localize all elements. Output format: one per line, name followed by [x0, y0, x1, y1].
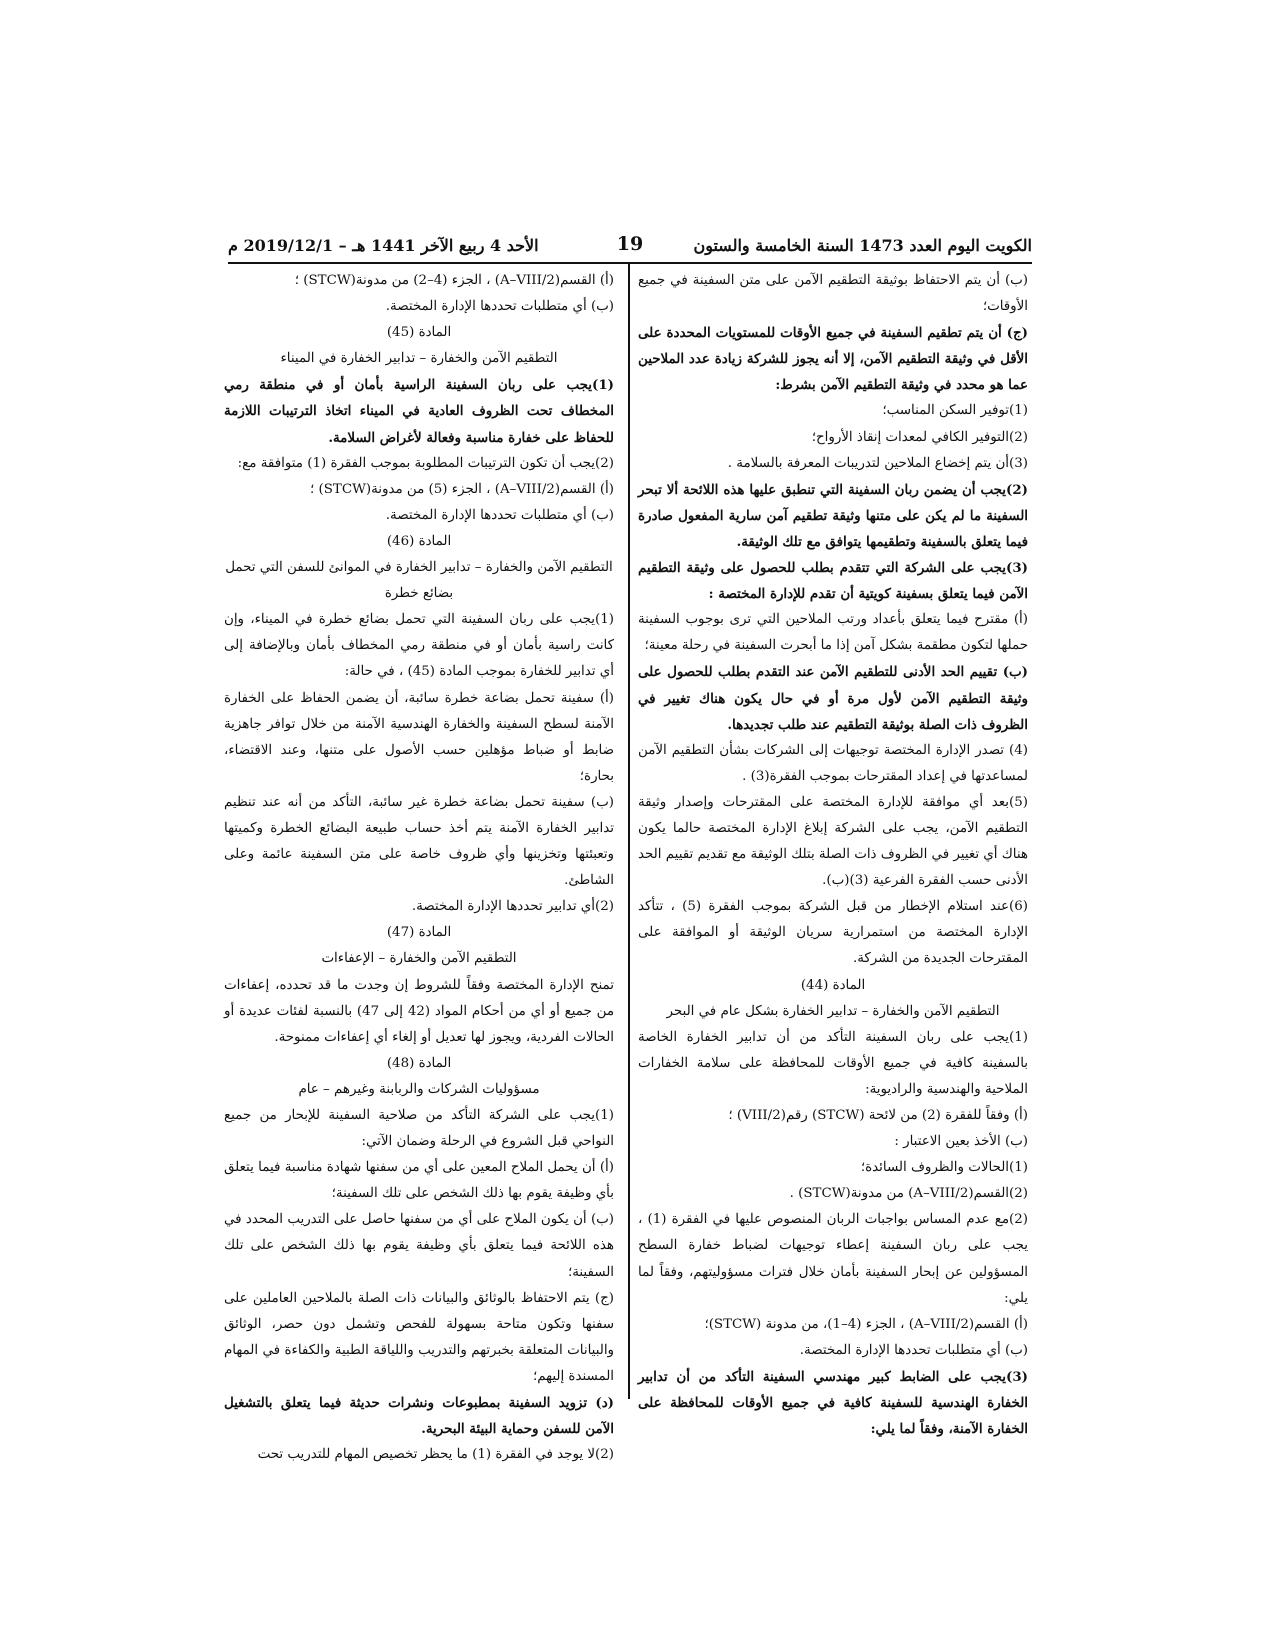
paragraph: (2)أي تدابير تحددها الإدارة المختصة.: [411, 899, 614, 915]
paragraph: (أ) مقترح فيما يتعلق بأعداد ورتب الملاحين التي ترى بوجوب السفينة حملها لتكون مطقمة بشكل آمن إذا ما أبحرت السفينة في رحلة معينة؛: [638, 612, 1028, 654]
paragraph: (أ) سفينة تحمل بضاعة خطرة سائبة، أن يضمن الحفاظ على الخفارة الآمنة لسطح السفينة والخفارة الهندسية الآمنة من خلال توافر جاهزية ضابط أو ضباط مؤهلين حسب الأصول على متنها، وعند الاقتضاء، بحارة؛: [224, 690, 614, 784]
article-heading: التطقيم الآمن والخفارة – الإعفاءات: [321, 951, 517, 967]
article-heading: مسؤوليات الشركات والربابنة وغيرهم – عام: [298, 1081, 540, 1097]
paragraph: (1)يجب على ربان السفينة التي تحمل بضائع خطرة في الميناء، وإن كانت راسية بأمان أو في منطقة رمي المخطاف بأمان وبالإضافة إلى أي تدابير للخفارة بموجب المادة (45) ، في حالة:: [224, 612, 614, 680]
header-issue-info: الكويت اليوم العدد 1473 السنة الخامسة والستون: [693, 236, 1032, 255]
paragraph: (3)يجب على الشركة التي تتقدم بطلب للحصول على وثيقة التطقيم الآمن فيما يتعلق بسفينة كويتية أن تقدم للإدارة المختصة :: [638, 560, 1028, 603]
paragraph: (د) تزويد السفينة بمطبوعات ونشرات حديثة فيما يتعلق بالتشغيل الآمن للسفن وحماية البيئة البحرية.: [224, 1395, 614, 1438]
paragraph: (1)توفير السكن المناسب؛: [882, 403, 1028, 419]
article-heading: التطقيم الآمن والخفارة – تدابير الخفارة في الموانئ للسفن التي تحمل بضائع خطرة: [225, 560, 613, 602]
paragraph: (2)يجب أن يضمن ربان السفينة التي تنطبق عليها هذه اللائحة ألا تبحر السفينة ما لم يكن على متنها وثيقة تطقيم آمن سارية المفعول صادرة فيما يتعلق بالسفينة وتطقيمها يتوافق مع تلك الوثيقة.: [638, 481, 1028, 550]
left-column: [224, 268, 614, 1468]
paragraph: (ب) تقييم الحد الأدنى للتطقيم الآمن عند التقدم بطلب للحصول على وثيقة التطقيم الآمن لأول مرة أو في حال يكون هناك تغيير في الظروف ذات الصلة بوثيقة التطقيم عند طلب تجديدها.: [638, 664, 1028, 733]
paragraph: تمنح الإدارة المختصة وفقاً للشروط إن وجدت ما قد تحدده، إعفاءات من جميع أو أي من أحكام المواد (42 إلى 47) بالنسبة لفئات عديدة أو الحالات الفردية، ويجوز لها تعديل أو إلغاء أي إعفاءات ممنوحة.: [224, 977, 615, 1045]
paragraph: (ب) أي متطلبات تحددها الإدارة المختصة.: [385, 299, 614, 315]
paragraph: (2)يجب أن تكون الترتيبات المطلوبة بموجب الفقرة (1) متوافقة مع:: [237, 455, 614, 471]
header-date: الأحد 4 ربيع الآخر 1441 هـ – 2019/12/1 م: [228, 236, 539, 255]
paragraph: (أ) أن يحمل الملاح المعين على أي من سفنها شهادة مناسبة فيما يتعلق بأي وظيفة يقوم بها ذلك الشخص على تلك السفينة؛: [224, 1160, 614, 1202]
paragraph: (ب) الأخذ بعين الاعتبار :: [894, 1134, 1028, 1150]
paragraph: (ب) أن يتم الاحتفاظ بوثيقة التطقيم الآمن على متن السفينة في جميع الأوقات؛: [638, 273, 1028, 315]
paragraph: (2)لا يوجد في الفقرة (1) ما يحظر تخصيص المهام للتدريب تحت: [257, 1447, 614, 1463]
paragraph: (ب) أي متطلبات تحددها الإدارة المختصة.: [385, 507, 614, 523]
paragraph: (6)عند استلام الإخطار من قبل الشركة بموجب الفقرة (5) ، تتأكد الإدارة المختصة من استمرارية سريان الوثيقة أو الموافقة على المقترحات الجديدة من الشركة.: [638, 899, 1028, 967]
paragraph: (1)يجب على الشركة التأكد من صلاحية السفينة للإبحار من جميع النواحي قبل الشروع في الرحلة وضمان الآتي:: [224, 1108, 614, 1150]
paragraph: (2)القسم(A–VIII/2) من مدونة(STCW) .: [789, 1186, 1028, 1202]
article-heading: المادة (47): [386, 925, 452, 941]
paragraph: (4) تصدر الإدارة المختصة توجيهات إلى الشركات بشأن التطقيم الآمن لمساعدتها في إعداد المقترحات بموجب الفقرة(3) .: [638, 742, 1028, 784]
paragraph: (أ) القسم(A–VIII/2) ، الجزء (4–1)، من مدونة (STCW)؛: [704, 1316, 1028, 1332]
paragraph: (ب) أن يكون الملاح على أي من سفنها حاصل على التدريب المحدد في هذه اللائحة فيما يتعلق بأي وظيفة يقوم بها ذلك الشخص على تلك السفينة؛: [224, 1212, 614, 1280]
paragraph: (2)التوفير الكافي لمعدات إنقاذ الأرواح؛: [811, 429, 1028, 445]
paragraph: (1)يجب على ربان السفينة التأكد من أن تدابير الخفارة الخاصة بالسفينة كافية في جميع الأوقات للمحافظة على سلامة الخفارات الملاحية والهندسية والراديوية:: [638, 1029, 1028, 1097]
article-heading: التطقيم الآمن والخفارة – تدابير الخفارة بشكل عام في البحر: [666, 1003, 1000, 1019]
article-heading: المادة (45): [386, 325, 452, 341]
paragraph: (1)يجب على ربان السفينة الراسية بأمان أو في منطقة رمي المخطاف تحت الظروف العادية في الميناء اتخاذ الترتيبات اللازمة للحفاظ على خفارة مناسبة وفعالة لأغراض السلامة.: [224, 377, 614, 446]
header-page-number: 19: [616, 233, 644, 255]
header-rule: [228, 262, 1032, 264]
column-divider: [628, 264, 630, 1399]
article-heading: المادة (46): [386, 533, 452, 549]
article-heading: المادة (48): [386, 1055, 452, 1071]
page-header: [228, 233, 1032, 258]
paragraph: (أ) وفقاً للفقرة (2) من لائحة (STCW) رقم(VIII/2) ؛: [728, 1108, 1028, 1123]
paragraph: (1)الحالات والظروف السائدة؛: [860, 1160, 1028, 1176]
paragraph: (ب) أي متطلبات تحددها الإدارة المختصة.: [799, 1342, 1028, 1358]
paragraph: (5)بعد أي موافقة للإدارة المختصة على المقترحات وإصدار وثيقة التطقيم الآمن، يجب على الشركة إبلاغ الإدارة المختصة حالما يكون هناك أي تغيير في الظروف ذات الصلة بتلك الوثيقة مع تقديم تقييم الحد الأدنى حسب الفقرة الفرعية (3)(ب).: [638, 794, 1028, 889]
paragraph: (أ) القسم(A–VIII/2) ، الجزء (4–2) من مدونة(STCW) ؛: [294, 273, 614, 288]
article-heading: التطقيم الآمن والخفارة – تدابير الخفارة في الميناء: [280, 351, 558, 367]
paragraph: (ج) يتم الاحتفاظ بالوثائق والبيانات ذات الصلة بالملاحين العاملين على سفنها وتكون متاحة بسهولة للفحص وتشمل دون حصر، الوثائق والبيانات المتعلقة بخبرتهم والتدريب واللياقة الطبية والكفاءة في المهام المسندة إليهم؛: [224, 1290, 614, 1384]
right-column: [638, 268, 1028, 1442]
paragraph: (2)مع عدم المساس بواجبات الربان المنصوص عليها في الفقرة (1) ، يجب على ربان السفينة إعطاء توجيهات لضباط خفارة السطح المسؤولين عن إبحار السفينة بأمان خلال فترات مسؤوليتهم، وفقاً لما يلي:: [638, 1212, 1028, 1306]
paragraph: (3)يجب على الضابط كبير مهندسي السفينة التأكد من أن تدابير الخفارة الهندسية للسفينة كافية في جميع الأوقات للمحافظة على الخفارة الآمنة، وفقاً لما يلي:: [638, 1368, 1028, 1438]
paragraph: (3)أن يتم إخضاع الملاحين لتدريبات المعرفة بالسلامة .: [727, 455, 1028, 471]
paragraph: (ج) أن يتم تطقيم السفينة في جميع الأوقات للمستويات المحددة على الأقل في وثيقة التطقيم الآمن، إلا أنه يجوز للشركة زيادة عدد الملاحين عما هو محدد في وثيقة التطقيم الآمن بشرط:: [638, 325, 1028, 394]
article-heading: المادة (44): [800, 977, 866, 993]
paragraph: (ب) سفينة تحمل بضاعة خطرة غير سائبة، التأكد من أنه عند تنظيم تدابير الخفارة الآمنة يتم أخذ حساب طبيعة البضائع الخطرة وكميتها وتعبئتها وتخزينها وأي ظروف خاصة على متن السفينة عائمة وعلى الشاطئ.: [224, 794, 614, 889]
paragraph: (أ) القسم(A–VIII/2) ، الجزء (5) من مدونة(STCW) ؛: [309, 481, 614, 497]
